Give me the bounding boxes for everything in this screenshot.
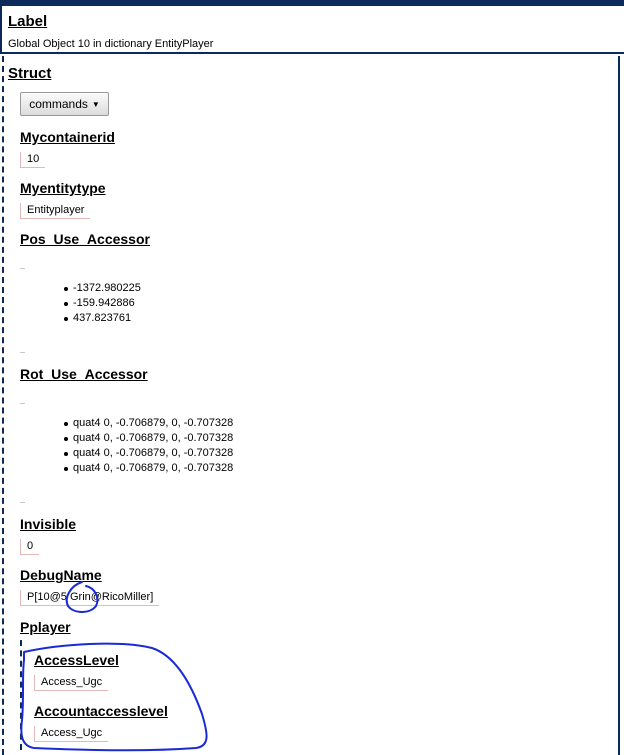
pplayer-dashed-border [20,640,22,750]
list-item: quat4 0, -0.706879, 0, -0.707328 [62,461,233,476]
pos-list-end-marker [20,352,25,353]
list-item: 437.823761 [62,311,141,326]
field-accesslevel-name: AccessLevel [34,652,119,668]
field-myentitytype-name: Myentitytype [20,180,106,196]
list-item: quat4 0, -0.706879, 0, -0.707328 [62,431,233,446]
field-rot-name: Rot_Use_Accessor [20,366,148,382]
label-heading: Label [8,13,48,30]
rot-list-start-marker [20,403,25,404]
field-mycontainerid-name: Mycontainerid [20,129,115,145]
field-myentitytype-value: Entityplayer [20,203,90,219]
field-accountaccesslevel-name: Accountaccesslevel [34,703,168,719]
field-accountaccesslevel-value: Access_Ugc [34,726,108,742]
rot-list-end-marker [20,502,25,503]
pos-list-start-marker [20,268,25,269]
pos-values-list [62,281,141,326]
field-invisible-name: Invisible [20,516,77,532]
label-description: Global Object 10 in dictionary EntityPlayer [8,38,214,50]
struct-panel [0,56,624,755]
list-item: -159.942886 [62,296,141,311]
commands-button-label: commands [29,97,88,111]
field-invisible-value: 0 [20,539,39,555]
field-accesslevel-value: Access_Ugc [34,675,108,691]
label-panel [0,6,624,54]
struct-right-border [618,56,620,755]
list-item: quat4 0, -0.706879, 0, -0.707328 [62,416,233,431]
list-item: quat4 0, -0.706879, 0, -0.707328 [62,446,233,461]
field-mycontainerid-value: 10 [20,152,45,168]
list-item: -1372.980225 [62,281,141,296]
field-pplayer-name: Pplayer [20,619,71,635]
struct-dashed-border [2,56,4,755]
field-debugname-name: DebugName [20,567,102,583]
commands-dropdown-button[interactable] [20,92,109,116]
rot-values-list [62,416,233,476]
caret-down-icon: ▼ [91,99,100,109]
field-pos-name: Pos_Use_Accessor [20,231,150,247]
struct-heading: Struct [8,65,52,82]
field-debugname-value: P[10@5 Grin@RicoMiller] [20,590,159,606]
